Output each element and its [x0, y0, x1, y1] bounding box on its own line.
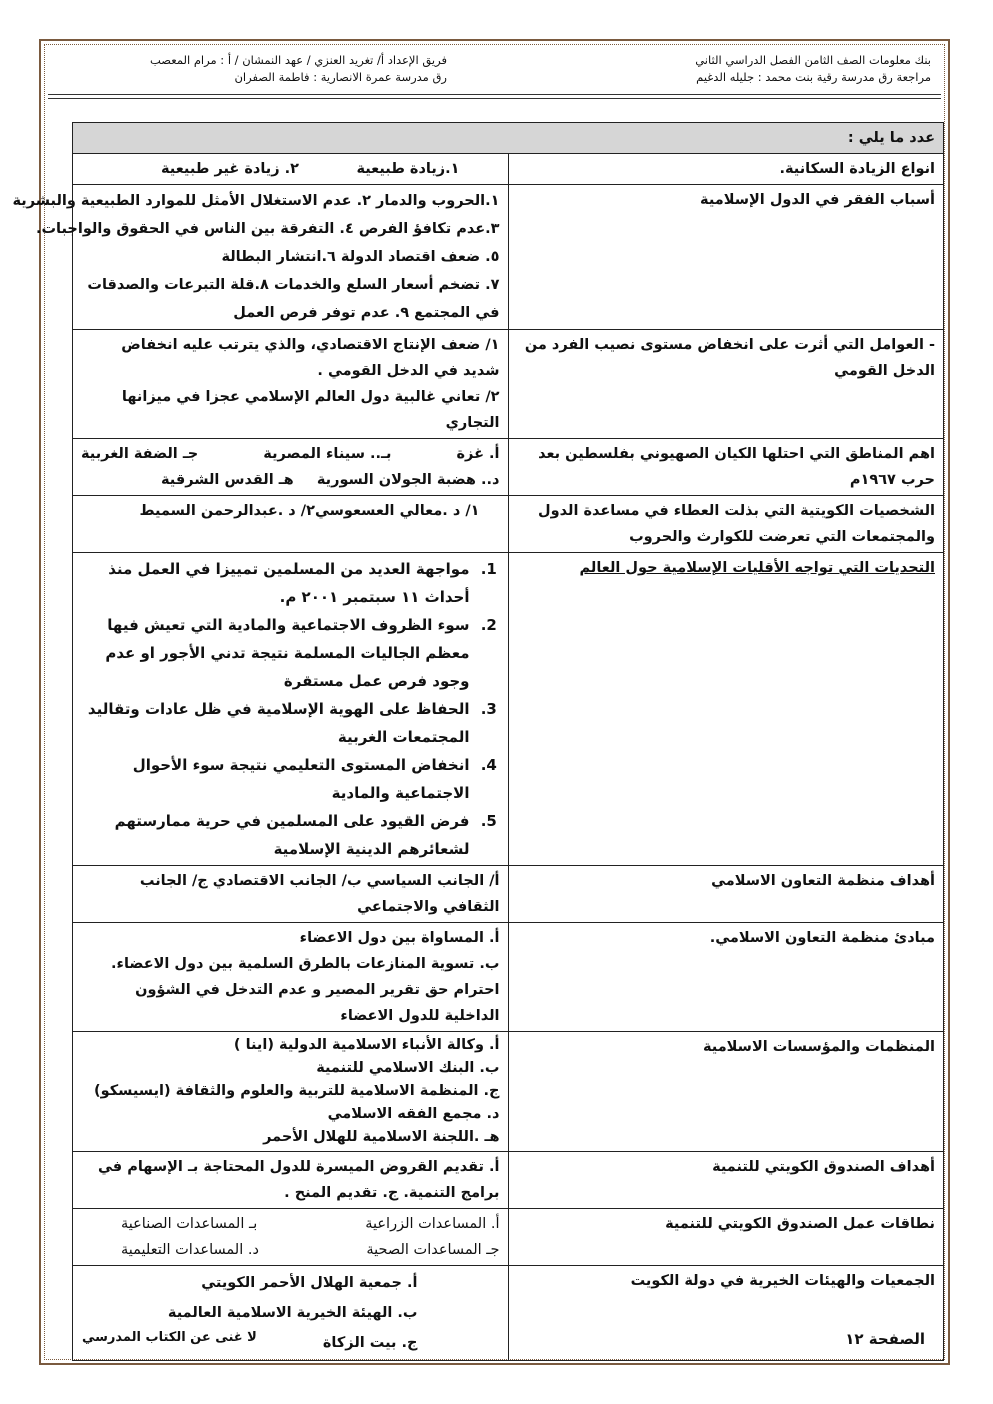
table-row [73, 1266, 944, 1361]
row-answer [73, 1266, 509, 1361]
row-answer [12, 185, 509, 330]
header-right [695, 52, 931, 86]
answer-item: أ. المساعدات الزراعية [365, 1216, 500, 1232]
answer-item: ب. البنك الاسلامي للتنمية [316, 1060, 500, 1076]
row-topic: أهداف منظمة التعاون الاسلامي [508, 866, 944, 923]
answer-item: ٧. تضخم أسعار السلع والخدمات ٨.قلة التبرعات والصدقات في المجتمع ٩. عدم توفر فرص العمل [87, 277, 500, 321]
answer-item: أ. المساواة بين دول الاعضاء [299, 930, 500, 946]
answer-item: جـ الضفة الغربية [81, 446, 199, 462]
answer-item: ٢. زيادة غير طبيعية [161, 161, 299, 177]
answer-item: ١/ ضعف الإنتاج الاقتصادي، والذي يترتب عليه انخفاض شديد في الدخل القومي . [121, 337, 500, 379]
answer-list [81, 555, 500, 863]
answer-item: ج. بيت الزكاة [322, 1335, 418, 1351]
row-answer [73, 1152, 509, 1209]
header-reviewer: مراجعة رق مدرسة رقية بنت محمد : جليله الدغيم [696, 70, 931, 84]
row-answer [73, 154, 509, 185]
row-topic: التحديات التي تواجه الأقليات الإسلامية حول العالم [508, 553, 944, 866]
row-answer [73, 923, 509, 1032]
row-answer [73, 553, 509, 866]
answer-item: ١.زيادة طبيعية [356, 161, 460, 177]
table-row [73, 553, 944, 866]
content-table [12, 122, 944, 1361]
answer-item: 5. فرض القيود على المسلمين في حرية ممارستهم لشعائرهم الدينية الإسلامية [81, 807, 476, 863]
header-left [150, 52, 447, 86]
answer-item: ١.الحروب والدمار ٢. عدم الاستغلال الأمثل للموارد الطبيعية والبشرية [12, 193, 500, 209]
answer-item: جـ المساعدات الصحية [366, 1242, 500, 1258]
row-topic: انواع الزيادة السكانية. [508, 154, 944, 185]
table-row [73, 1152, 944, 1209]
table-row [73, 1209, 944, 1266]
table-row [73, 866, 944, 923]
table-heading: عدد ما يلي : [73, 123, 944, 154]
answer-item: أ/ الجانب السياسي ب/ الجانب الاقتصادي ج/ الجانب الثقافي والاجتماعي [139, 873, 500, 915]
answer-item: 4. انخفاض المستوى التعليمي نتيجة سوء الأحوال الاجتماعية والمادية [81, 751, 476, 807]
row-answer [73, 1209, 509, 1266]
table-row [73, 154, 944, 185]
table-row [73, 496, 944, 553]
answer-item: هـ القدس الشرقية [161, 472, 294, 488]
answer-item: ١/ د .معالي العسعوسي [314, 503, 480, 519]
table-row [73, 439, 944, 496]
answer-item: أ. وكالة الأنباء الاسلامية الدولية (اينا ) [233, 1037, 500, 1053]
answer-item: د. مجمع الفقه الاسلامي [327, 1106, 500, 1122]
answer-item: بـ.. سيناء المصرية [263, 446, 392, 462]
row-answer [73, 496, 509, 553]
row-answer [73, 330, 509, 439]
row-topic: المنظمات والمؤسسات الاسلامية [508, 1032, 944, 1152]
answer-item: ج. المنظمة الاسلامية للتربية والعلوم والثقافة (ايسيسكو) [93, 1083, 500, 1099]
answer-item: أ. جمعية الهلال الأحمر الكويتي [201, 1275, 418, 1291]
answer-item: د.. هضبة الجولان السورية [316, 472, 500, 488]
answer-item: ٢/ تعاني غالبية دول العالم الإسلامي عجزا في ميزانها التجاري [121, 389, 500, 431]
header-school: رق مدرسة عمرة الانصارية : فاطمة الصفران [234, 70, 447, 84]
table-row [73, 923, 944, 1032]
answer-item: ب. تسوية المنازعات بالطرق السلمية بين دول الاعضاء. [111, 956, 500, 972]
row-topic: اهم المناطق التي احتلها الكيان الصهيوني بفلسطين بعد حرب ١٩٦٧م [508, 439, 944, 496]
table-heading-row [73, 123, 944, 154]
answer-item: ب. الهيئة الخيرية الاسلامية العالمية [167, 1305, 418, 1321]
row-topic: أسباب الفقر في الدول الإسلامية [508, 185, 944, 330]
answer-item: هـ .اللجنة الاسلامية للهلال الأحمر [263, 1129, 500, 1145]
answer-item: احترام حق تقرير المصير و عدم التدخل في الشؤون الداخلية للدول الاعضاء [135, 982, 500, 1024]
answer-item: ٣.عدم تكافؤ الفرص ٤. التفرقة بين الناس في الحقوق والواجبات. [35, 221, 500, 237]
row-answer [73, 866, 509, 923]
table-row [73, 330, 944, 439]
header-divider [48, 94, 941, 95]
answer-item: 3. الحفاظ على الهوية الإسلامية في ظل عادات وتقاليد المجتمعات الغربية [81, 695, 476, 751]
row-topic: مبادئ منظمة التعاون الاسلامي. [508, 923, 944, 1032]
row-topic: الجمعيات والهيئات الخيرية في دولة الكويت [508, 1266, 944, 1361]
answer-item: أ. غزة [456, 446, 500, 462]
page-number: الصفحة ١٢ [845, 1330, 925, 1348]
answer-item: ٢/ د .عبدالرحمن السميط [139, 503, 315, 519]
answer-item: 1. مواجهة العديد من المسلمين تمييزا في العمل منذ أحداث ١١ سبتمبر ٢٠٠١ م. [81, 555, 476, 611]
header-divider-2 [48, 98, 941, 99]
row-answer [73, 1032, 509, 1152]
header-course-title: بنك معلومات الصف الثامن الفصل الدراسي الثاني [695, 53, 931, 67]
row-topic: أهداف الصندوق الكويتي للتنمية [508, 1152, 944, 1209]
row-topic: نطاقات عمل الصندوق الكويتي للتنمية [508, 1209, 944, 1266]
answer-item: أ. تقديم القروض الميسرة للدول المحتاجة بـ الإسهام في برامج التنمية. ج. تقديم المنح . [98, 1159, 500, 1201]
table-row [73, 1032, 944, 1152]
row-answer [73, 439, 509, 496]
answer-item: د. المساعدات التعليمية [121, 1242, 259, 1258]
row-topic: - العوامل التي أثرت على انخفاض مستوى نصيب الفرد من الدخل القومي [508, 330, 944, 439]
header-prep-team: فريق الإعداد أ/ تغريد العنزي / عهد النمشان / أ : مرام المعصب [150, 53, 447, 67]
answer-item: ٥. ضعف اقتصاد الدولة ٦.انتشار البطالة [221, 249, 500, 265]
table-row [73, 185, 944, 330]
row-topic: الشخصيات الكويتية التي بذلت العطاء في مساعدة الدول والمجتمعات التي تعرضت للكوارث والحروب [508, 496, 944, 553]
answer-item: 2. سوء الظروف الاجتماعية والمادية التي تعيش فيها معظم الجاليات المسلمة نتيجة تدني الأجور او عدم وجود فرص عمل مستقرة [81, 611, 476, 695]
answer-item: بـ المساعدات الصناعية [121, 1216, 258, 1232]
footer-note: لا غنى عن الكتاب المدرسي [82, 1330, 257, 1345]
